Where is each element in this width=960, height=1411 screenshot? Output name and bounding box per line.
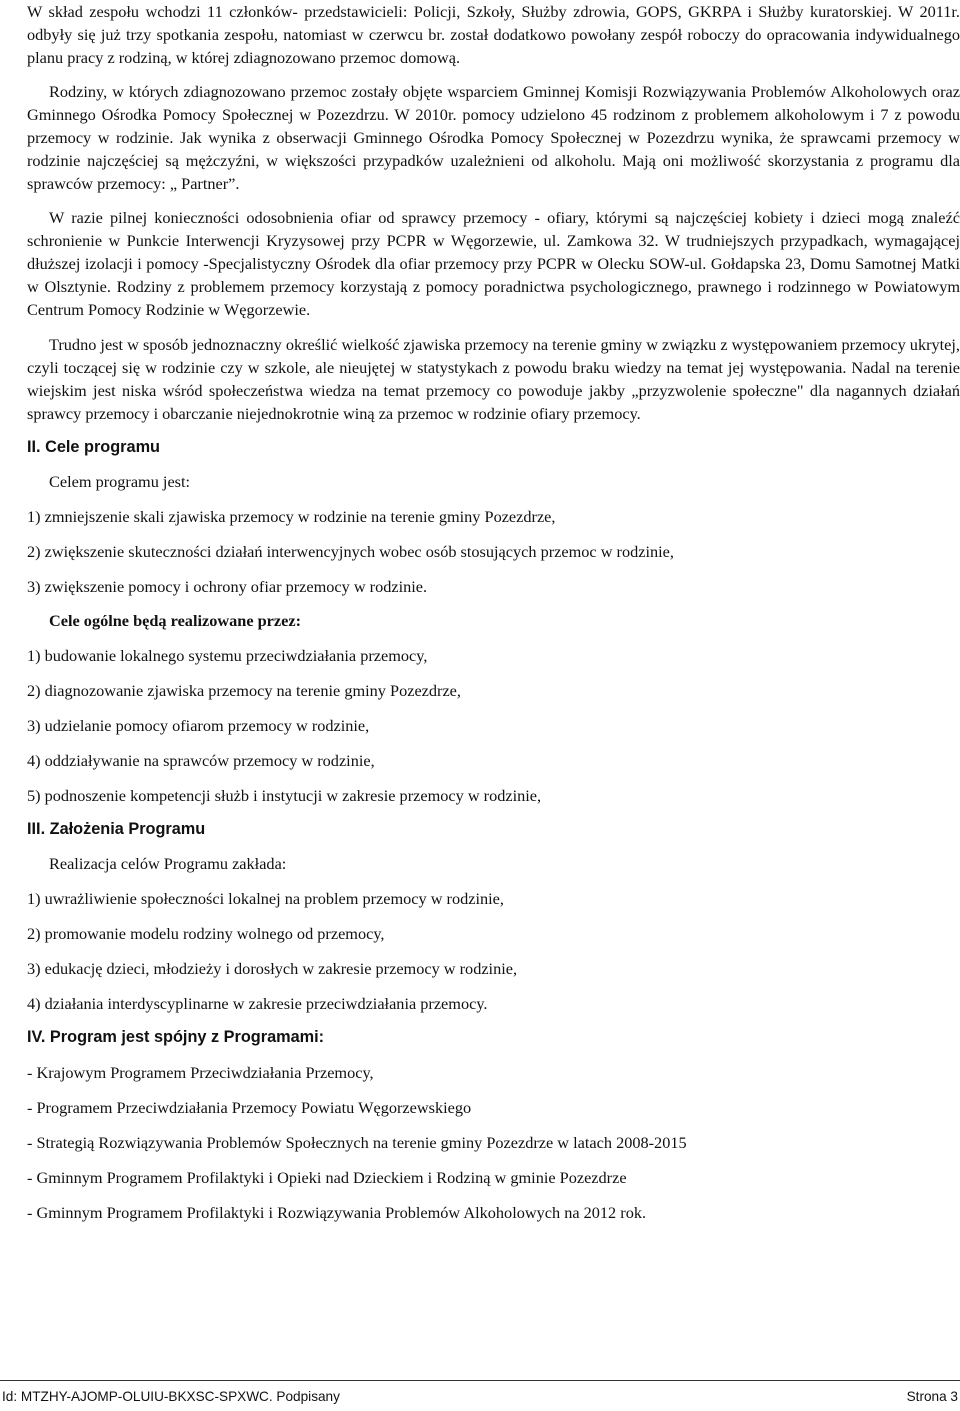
list-item: - Krajowym Programem Przeciwdziałania Przemocy, [27,1063,374,1082]
list-item: 2) zwiększenie skuteczności działań interwencyjnych wobec osób stosujących przemoc w rodzinie, [27,542,674,561]
list-item: - Gminnym Programem Profilaktyki i Rozwiązywania Problemów Alkoholowych na 2012 rok. [27,1203,647,1222]
list-item: - Programem Przeciwdziałania Przemocy Powiatu Węgorzewskiego [27,1098,472,1117]
section-heading-consistency-text: IV. Program jest spójny z Programami: [27,1028,325,1046]
list-item: 4) oddziaływanie na sprawców przemocy w rodzinie, [27,751,375,770]
goals-intro: Celem programu jest: [49,472,191,491]
consistency-list [27,1061,960,1224]
assumptions-list [27,887,960,1015]
means-list [27,644,960,807]
section-heading-consistency [27,1025,960,1049]
paragraph-team-composition: W skład zespołu wchodzi 11 członków- przedstawicieli: Policji, Szkoły, Służby zdrowia, GOPS, GKRPA i Służby kuratorskiej. W 2011r. odbyły się już trzy spotkania zespołu, natomiast w czerwcu br. został dodatkowo powołany zespół roboczy do opracowania indywidualnego planu pracy z rodziną, w której zdiagnozowano przemoc domową. [27,2,960,67]
list-item: 3) zwiększenie pomocy i ochrony ofiar przemocy w rodzinie. [27,577,428,596]
list-item: 1) zmniejszenie skali zjawiska przemocy w rodzinie na terenie gminy Pozezdrze, [27,507,556,526]
list-item: 1) uwrażliwienie społeczności lokalnej na problem przemocy w rodzinie, [27,889,504,908]
document-page [27,0,960,1224]
goals-list [27,505,960,598]
paragraph-hidden-violence: Trudno jest w sposób jednoznaczny określić wielkość zjawiska przemocy na terenie gminy w związku z występowaniem przemocy ukrytej, czyli toczącej się w rodzinie czy w szkole, ale nieujętej w statystykach z powodu braku wiedzy na temat jej występowania. Nadal na terenie wiejskim jest niska wśród społeczeństwa wiedza na temat przemocy co powoduje jakby „przyzwolenie społeczne" dla nagannych działań sprawcy przemocy i obarczanie niejednokrotnie winą za przemoc w rodzinie ofiary przemocy. [27,335,960,423]
section-heading-assumptions-text: III. Założenia Programu [27,820,206,838]
list-item: 5) podnoszenie kompetencji służb i instytucji w zakresie przemocy w rodzinie, [27,786,542,805]
list-item: 2) diagnozowanie zjawiska przemocy na terenie gminy Pozezdrze, [27,681,461,700]
list-item: 1) budowanie lokalnego systemu przeciwdziałania przemocy, [27,646,428,665]
paragraph-shelter: W razie pilnej konieczności odosobnienia ofiar od sprawcy przemocy - ofiary, którymi są najczęściej kobiety i dzieci mogą znaleźć schronienie w Punkcie Interwencji Kryzysowej przy PCPR w Węgorzewie, ul. Zamkowa 32. W trudniejszych przypadkach, wymagającej dłuższej izolacji i pomocy -Specjalistyczny Ośrodek dla ofiar przemocy przy PCPR w Olecku SOW-ul. Gołdapska 23, Domu Samotnej Matki w Olsztynie. Rodziny z problemem przemocy korzystają z pomocy poradnictwa psychologicznego, prawnego i rodzinnego w Powiatowym Centrum Pomocy Rodzinie w Węgorzewie. [27,208,960,319]
assumptions-intro: Realizacja celów Programu zakłada: [49,854,287,873]
section-heading-assumptions [27,817,960,841]
general-goals-heading: Cele ogólne będą realizowane przez: [49,611,301,630]
list-item: 3) udzielanie pomocy ofiarom przemocy w rodzinie, [27,716,370,735]
document-id: Id: MTZHY-AJOMP-OLUIU-BKXSC-SPXWC. Podpisany [2,1389,340,1404]
list-item: 2) promowanie modelu rodziny wolnego od przemocy, [27,924,385,943]
list-item: - Gminnym Programem Profilaktyki i Opieki nad Dzieckiem i Rodziną w gminie Pozezdrze [27,1168,627,1187]
paragraph-family-support: Rodziny, w których zdiagnozowano przemoc zostały objęte wsparciem Gminnej Komisji Rozwiązywania Problemów Alkoholowych oraz Gminnego Ośrodka Pomocy Społecznej w Pozezdrzu. W 2010r. pomocy udzielono 45 rodzinom z problemem alkoholowym i 7 z powodu przemocy w rodzinie. Jak wynika z obserwacji Gminnego Ośrodka Pomocy Społecznej w Pozezdrzu wynika, że sprawcami przemocy w rodzinie najczęściej są mężczyźni, w większości przypadków uzależnieni od alkoholu. Mają oni możliwość skorzystania z programu dla sprawców przemocy: „ Partner”. [27,82,960,193]
list-item: - Strategią Rozwiązywania Problemów Społecznych na terenie gminy Pozezdrze w latach 2008-2015 [27,1133,687,1152]
section-heading-goals-text: II. Cele programu [27,438,160,456]
section-heading-goals [27,435,960,459]
list-item: 4) działania interdyscyplinarne w zakresie przeciwdziałania przemocy. [27,994,488,1013]
page-footer [0,1380,960,1411]
list-item: 3) edukację dzieci, młodzieży i dorosłych w zakresie przemocy w rodzinie, [27,959,518,978]
page-number: Strona 3 [906,1389,958,1404]
